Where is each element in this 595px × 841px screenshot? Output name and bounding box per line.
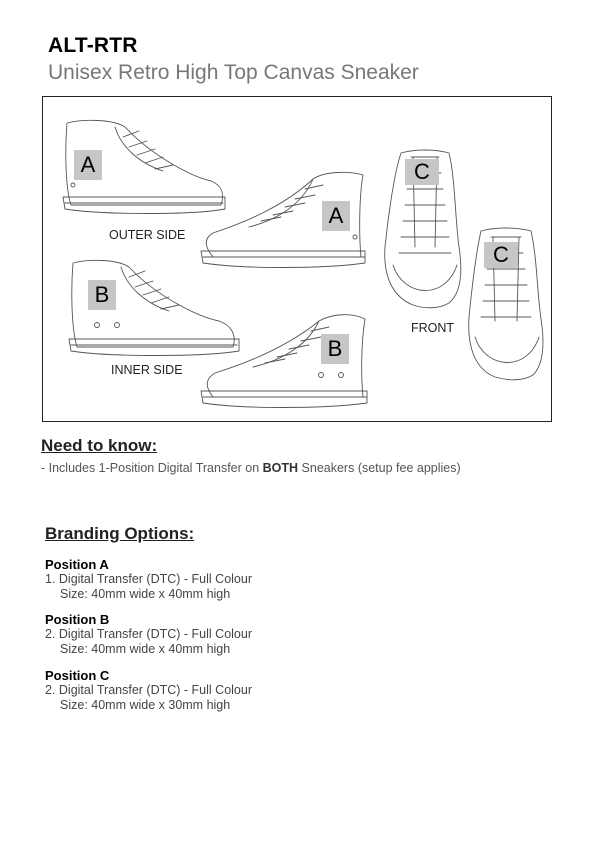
position-b-block: [45, 612, 252, 657]
product-title: Unisex Retro High Top Canvas Sneaker: [48, 61, 419, 84]
front-caption: FRONT: [411, 321, 455, 335]
position-a-method: 1. Digital Transfer (DTC) - Full Colour: [45, 572, 252, 586]
sneaker-diagram: [42, 96, 552, 422]
position-a-marker-outer-right: A: [322, 201, 350, 231]
position-a-title: Position A: [45, 557, 109, 572]
position-a-marker-outer: A: [74, 150, 102, 180]
outer-side-caption: OUTER SIDE: [109, 228, 186, 242]
position-a-size: Size: 40mm wide x 40mm high: [60, 587, 231, 601]
position-a-block: [45, 557, 252, 602]
position-b-marker-inner: B: [88, 280, 116, 310]
position-c-method: 2. Digital Transfer (DTC) - Full Colour: [45, 683, 252, 697]
position-b-method: 2. Digital Transfer (DTC) - Full Colour: [45, 627, 252, 641]
position-c-marker-front-lower: C: [484, 242, 518, 268]
position-c-size: Size: 40mm wide x 30mm high: [60, 698, 231, 712]
inner-side-caption: INNER SIDE: [111, 363, 183, 377]
need-to-know-emphasis: BOTH: [262, 461, 299, 475]
product-code: ALT-RTR: [48, 34, 138, 57]
need-to-know-suffix: Sneakers (setup fee applies): [298, 461, 461, 475]
position-c-block: [45, 668, 252, 713]
position-b-title: Position B: [45, 612, 110, 627]
need-to-know-text: [41, 461, 461, 475]
branding-options-heading: Branding Options:: [45, 524, 195, 543]
position-b-marker-inner-right: B: [321, 334, 349, 364]
position-c-title: Position C: [45, 668, 110, 683]
position-b-size: Size: 40mm wide x 40mm high: [60, 642, 231, 656]
need-to-know-prefix: - Includes 1-Position Digital Transfer on: [41, 461, 263, 475]
need-to-know-heading: Need to know:: [41, 436, 158, 455]
position-c-marker-front: C: [405, 159, 439, 185]
